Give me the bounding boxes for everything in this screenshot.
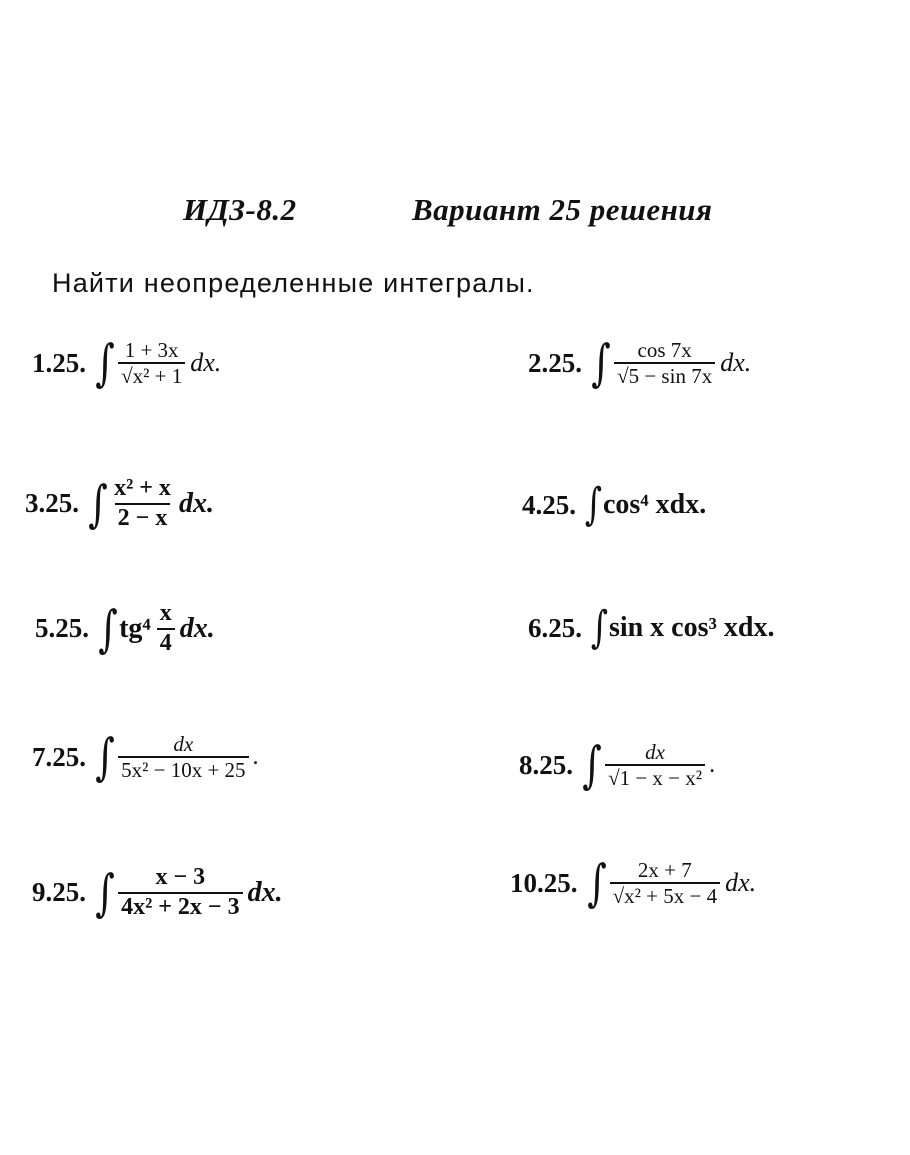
problem-5 <box>35 600 215 657</box>
problem-1 <box>32 334 222 393</box>
integrand: sin x cos³ xdx. <box>608 612 775 643</box>
problem-number: 2.25. <box>528 347 582 378</box>
function-tg4: tg⁴ <box>119 612 151 644</box>
problem-number: 3.25. <box>25 488 79 519</box>
problem-7 <box>32 728 259 787</box>
denominator: 4 <box>157 628 175 658</box>
integral-sign: ∫ <box>95 334 115 393</box>
problem-number: 5.25. <box>35 613 89 644</box>
denominator: √1 − x − x² <box>605 764 705 790</box>
differential: dx. <box>179 612 215 644</box>
problem-number: 9.25. <box>32 877 86 908</box>
integral-sign: ∫ <box>582 736 602 795</box>
fraction <box>118 732 248 782</box>
differential: dx. <box>178 487 214 519</box>
problem-8 <box>519 736 716 795</box>
denominator: √x² + 1 <box>118 362 185 388</box>
variant-title: Вариант 25 решения <box>412 192 713 227</box>
numerator: x² + x <box>114 475 171 501</box>
numerator: dx <box>173 732 194 756</box>
fraction <box>118 864 243 921</box>
problem-2 <box>528 334 752 393</box>
fraction <box>157 600 175 657</box>
problem-4 <box>522 479 707 530</box>
numerator: 2x + 7 <box>637 858 692 882</box>
period: . <box>709 751 716 778</box>
integral-sign: ∫ <box>590 602 609 653</box>
integral-sign: ∫ <box>591 334 611 393</box>
fraction <box>610 858 721 908</box>
differential: dx. <box>720 348 752 378</box>
differential: dx. <box>725 868 757 898</box>
problem-3 <box>25 475 214 532</box>
problem-number: 6.25. <box>528 612 582 643</box>
numerator: cos 7x <box>637 338 692 362</box>
task-instruction: Найти неопределенные интегралы. <box>52 268 535 298</box>
integral-sign: ∫ <box>586 854 607 913</box>
denominator: √x² + 5x − 4 <box>610 882 721 908</box>
problem-number: 4.25. <box>522 489 576 520</box>
numerator: dx <box>645 740 665 764</box>
fraction <box>614 338 715 388</box>
integral-sign: ∫ <box>98 599 118 658</box>
problem-number: 10.25. <box>510 867 578 898</box>
denominator: 4x² + 2x − 3 <box>118 892 243 922</box>
integral-sign: ∫ <box>95 728 115 787</box>
fraction <box>605 740 705 790</box>
numerator: x − 3 <box>155 864 206 890</box>
problem-6 <box>528 602 775 653</box>
differential: dx. <box>190 348 222 378</box>
problem-10 <box>510 854 757 913</box>
fraction <box>111 475 174 532</box>
numerator: 1 + 3x <box>124 338 179 362</box>
integral-sign: ∫ <box>584 479 603 530</box>
assignment-title: ИДЗ-8.2 <box>183 192 297 227</box>
differential: dx. <box>247 876 283 908</box>
period: . <box>252 743 259 770</box>
problem-number: 8.25. <box>519 749 573 780</box>
denominator: √5 − sin 7x <box>614 362 715 388</box>
numerator: x <box>159 600 172 626</box>
problem-9 <box>32 864 283 921</box>
problem-number: 7.25. <box>32 741 86 772</box>
integral-sign: ∫ <box>88 474 108 533</box>
integrand: cos⁴ xdx. <box>602 489 707 520</box>
problem-number: 1.25. <box>32 347 86 378</box>
fraction <box>118 338 185 388</box>
denominator: 2 − x <box>115 503 171 533</box>
integral-sign: ∫ <box>95 863 115 922</box>
denominator: 5x² − 10x + 25 <box>118 756 248 782</box>
